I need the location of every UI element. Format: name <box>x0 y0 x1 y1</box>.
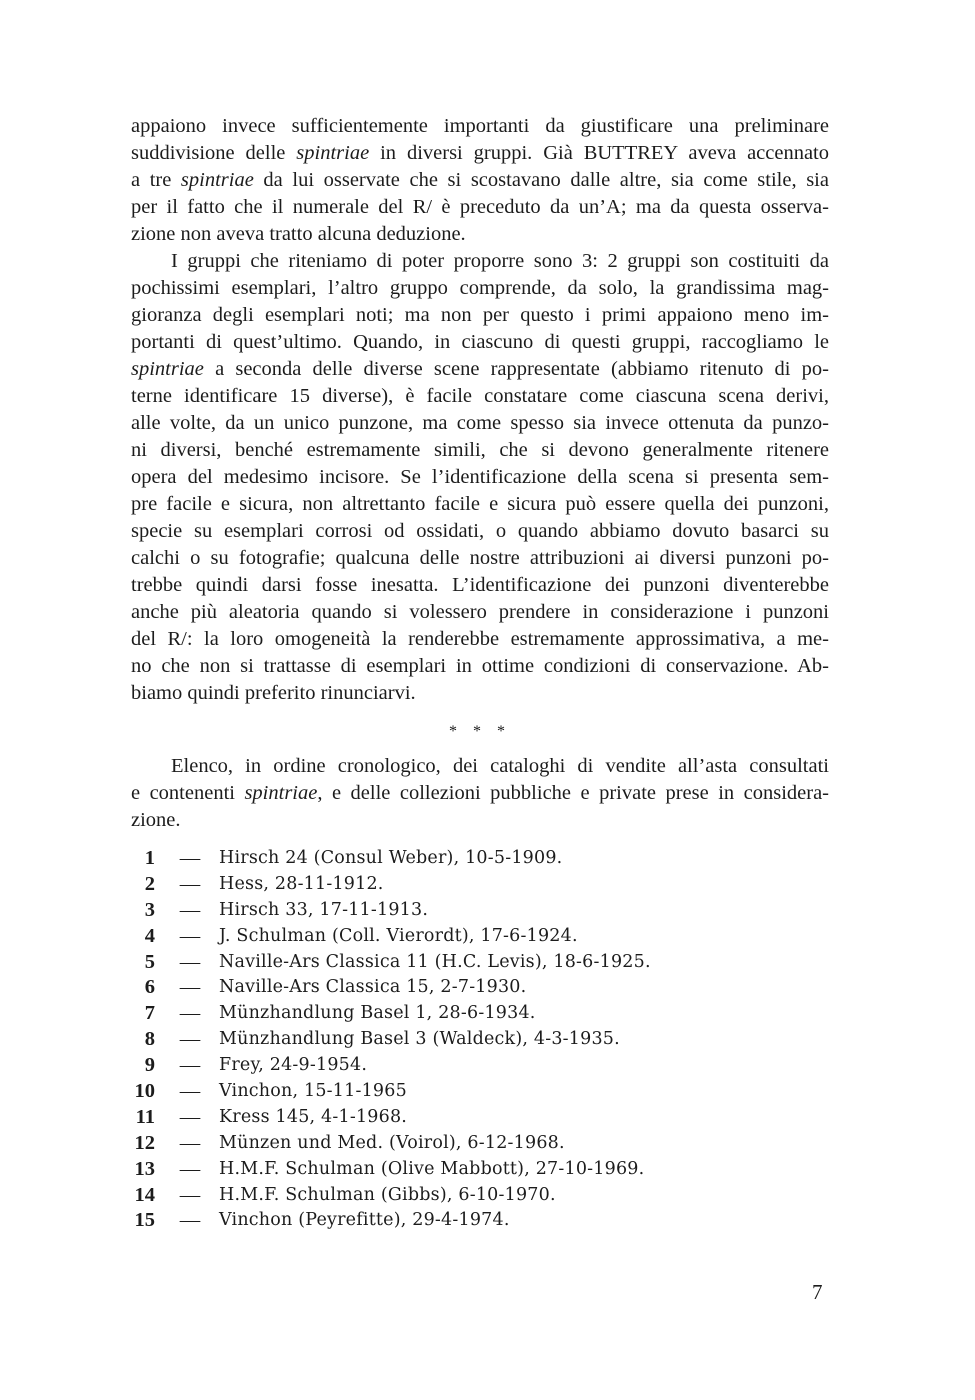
paragraph-3 <box>131 753 829 834</box>
catalog-item <box>131 1053 829 1079</box>
italic-term: spintriae <box>131 358 204 380</box>
catalog-item-text: H.M.F. Schulman (Olive Mabbott), 27-10-1969. <box>219 1158 645 1179</box>
catalog-item-number: 1 <box>144 847 155 869</box>
catalog-item-text: Münzen und Med. (Voirol), 6-12-1968. <box>219 1132 565 1153</box>
em-dash: — <box>179 1080 201 1103</box>
text-line: appaiono invece sufficientemente importanti da giustificare una preliminare <box>131 115 829 137</box>
catalog-item-text: J. Schulman (Coll. Vierordt), 17-6-1924. <box>219 925 578 946</box>
em-dash: — <box>179 1002 201 1025</box>
text-line: pre facile e sicura, non altrettanto facile e sicura può essere quella dei punzoni, <box>131 493 829 515</box>
catalog-item-number: 5 <box>144 950 155 973</box>
text-line: per il fatto che il numerale del R/ è preceduto da un’A; ma da questa osserva- <box>131 196 829 218</box>
text-line: zione. <box>131 809 181 831</box>
em-dash: — <box>179 1209 201 1232</box>
catalog-item-text: Hirsch 24 (Consul Weber), 10-5-1909. <box>219 848 563 868</box>
text-line: no che non si trattasse di esemplari in ottime condizioni di conservazione. Ab- <box>131 655 829 677</box>
em-dash: — <box>179 1131 201 1154</box>
catalog-item-number: 4 <box>144 924 155 947</box>
catalog-item-number: 9 <box>144 1054 155 1077</box>
catalog-item-text: Münzhandlung Basel 1, 28-6-1934. <box>219 1003 536 1024</box>
catalog-item-text: Naville-Ars Classica 11 (H.C. Levis), 18-6-1925. <box>219 951 651 972</box>
catalog-item-number: 2 <box>144 872 155 895</box>
em-dash: — <box>179 950 201 973</box>
text-line: gioranza degli esemplari noti; ma non per questo i primi appaiono meno im- <box>131 304 829 326</box>
catalog-item <box>131 924 829 950</box>
em-dash: — <box>179 1105 201 1128</box>
paragraph-2 <box>131 248 829 707</box>
catalog-item-number: 11 <box>135 1105 155 1128</box>
catalog-item-number: 12 <box>134 1131 155 1154</box>
catalog-item-text: Hess, 28-11-1912. <box>219 873 384 894</box>
page-number: 7 <box>812 1280 823 1304</box>
catalog-item <box>131 975 829 1001</box>
italic-term: spintriae <box>296 142 370 164</box>
catalog-item <box>131 846 829 872</box>
catalog-item <box>131 950 829 976</box>
text-line: del R/: la loro omogeneità la renderebbe estremamente approssimativa, a me- <box>131 628 829 650</box>
catalog-item-number: 7 <box>144 1002 155 1025</box>
text-line: spintriae a seconda delle diverse scene rappresentate (abbiamo ritenuto di po- <box>131 358 829 380</box>
catalog-item-text: Naville-Ars Classica 15, 2-7-1930. <box>219 977 527 998</box>
catalog-item <box>131 1157 829 1183</box>
catalog-item <box>131 1105 829 1131</box>
catalog-item-number: 6 <box>144 976 155 999</box>
em-dash: — <box>179 976 201 999</box>
catalog-item-text: Münzhandlung Basel 3 (Waldeck), 4-3-1935. <box>219 1029 620 1050</box>
catalog-item-number: 14 <box>134 1183 155 1206</box>
catalog-item-text: H.M.F. Schulman (Gibbs), 6-10-1970. <box>219 1184 556 1205</box>
catalog-item-text: Vinchon, 15-11-1965 <box>219 1081 407 1102</box>
catalog-item <box>131 1183 829 1209</box>
catalog-item <box>131 1131 829 1157</box>
text-line: Elenco, in ordine cronologico, dei cataloghi di vendite all’asta consultati <box>171 755 829 777</box>
catalog-item-number: 8 <box>144 1028 155 1051</box>
em-dash: — <box>179 847 201 869</box>
italic-term: spintriae <box>180 169 254 191</box>
text-line: I gruppi che riteniamo di poter proporre sono 3: 2 gruppi son costituiti da <box>171 250 829 272</box>
catalog-item-number: 13 <box>134 1157 155 1180</box>
text-line: ni diversi, benché estremamente simili, che si devono generalmente ritenere <box>131 439 829 461</box>
paragraph-1 <box>131 113 829 248</box>
catalog-item-text: Kress 145, 4-1-1968. <box>219 1106 408 1127</box>
text-line: biamo quindi preferito rinunciarvi. <box>131 682 416 704</box>
catalog-item-text: Vinchon (Peyrefitte), 29-4-1974. <box>219 1210 510 1231</box>
text-line: opera del medesimo incisore. Se l’identificazione della scena si presenta sem- <box>131 466 829 488</box>
catalog-item <box>131 898 829 924</box>
catalog-item-number: 10 <box>134 1080 155 1103</box>
catalog-item-number: 3 <box>144 898 155 921</box>
section-separator: * * * <box>449 723 511 740</box>
text-line: a tre spintriae da lui osservate che si scostavano dalle altre, sia come stile, sia <box>131 169 829 191</box>
text-line: suddivisione delle spintriae in diversi gruppi. Già BUTTREY aveva accennato <box>131 142 830 164</box>
text-line: zione non aveva tratto alcuna deduzione. <box>131 223 466 245</box>
catalog-item <box>131 1079 829 1105</box>
catalog-item <box>131 1027 829 1053</box>
em-dash: — <box>179 1028 201 1051</box>
em-dash: — <box>179 872 201 895</box>
text-line: portanti di quest’ultimo. Quando, in ciascuno di questi gruppi, raccogliamo le <box>131 331 829 353</box>
italic-term: spintriae <box>244 782 318 804</box>
catalog-list <box>131 846 829 1234</box>
text-line: e contenenti spintriae, e delle collezioni pubbliche e private prese in considera- <box>131 782 829 804</box>
catalog-item-text: Hirsch 33, 17-11-1913. <box>219 899 429 920</box>
em-dash: — <box>179 1054 201 1077</box>
text-line: calchi o su fotografie; qualcuna delle nostre attribuzioni ai diversi punzoni po- <box>131 547 829 569</box>
text-line: pochissimi esemplari, l’altro gruppo comprende, da solo, la grandissima mag- <box>131 277 829 299</box>
text-line: specie su esemplari corrosi od ossidati, o quando abbiamo dovuto basarci su <box>131 520 829 542</box>
em-dash: — <box>179 924 201 947</box>
em-dash: — <box>179 898 201 921</box>
catalog-item <box>131 1208 829 1234</box>
catalog-item-text: Frey, 24-9-1954. <box>219 1055 368 1076</box>
catalog-item <box>131 872 829 898</box>
text-line: terne identificare 15 diverse), è facile constatare come ciascuna scena derivi, <box>131 385 829 407</box>
em-dash: — <box>179 1157 201 1180</box>
catalog-item-number: 15 <box>134 1209 155 1232</box>
text-line: alle volte, da un unico punzone, ma come spesso sia invece ottenuta da punzo- <box>131 412 829 434</box>
text-line: anche più aleatoria quando si volessero prendere in considerazione i punzoni <box>131 601 829 623</box>
page-body <box>131 113 829 1234</box>
catalog-item <box>131 1001 829 1027</box>
text-line: trebbe quindi darsi fosse inesatta. L’identificazione dei punzoni diventerebbe <box>131 574 829 596</box>
em-dash: — <box>179 1183 201 1206</box>
